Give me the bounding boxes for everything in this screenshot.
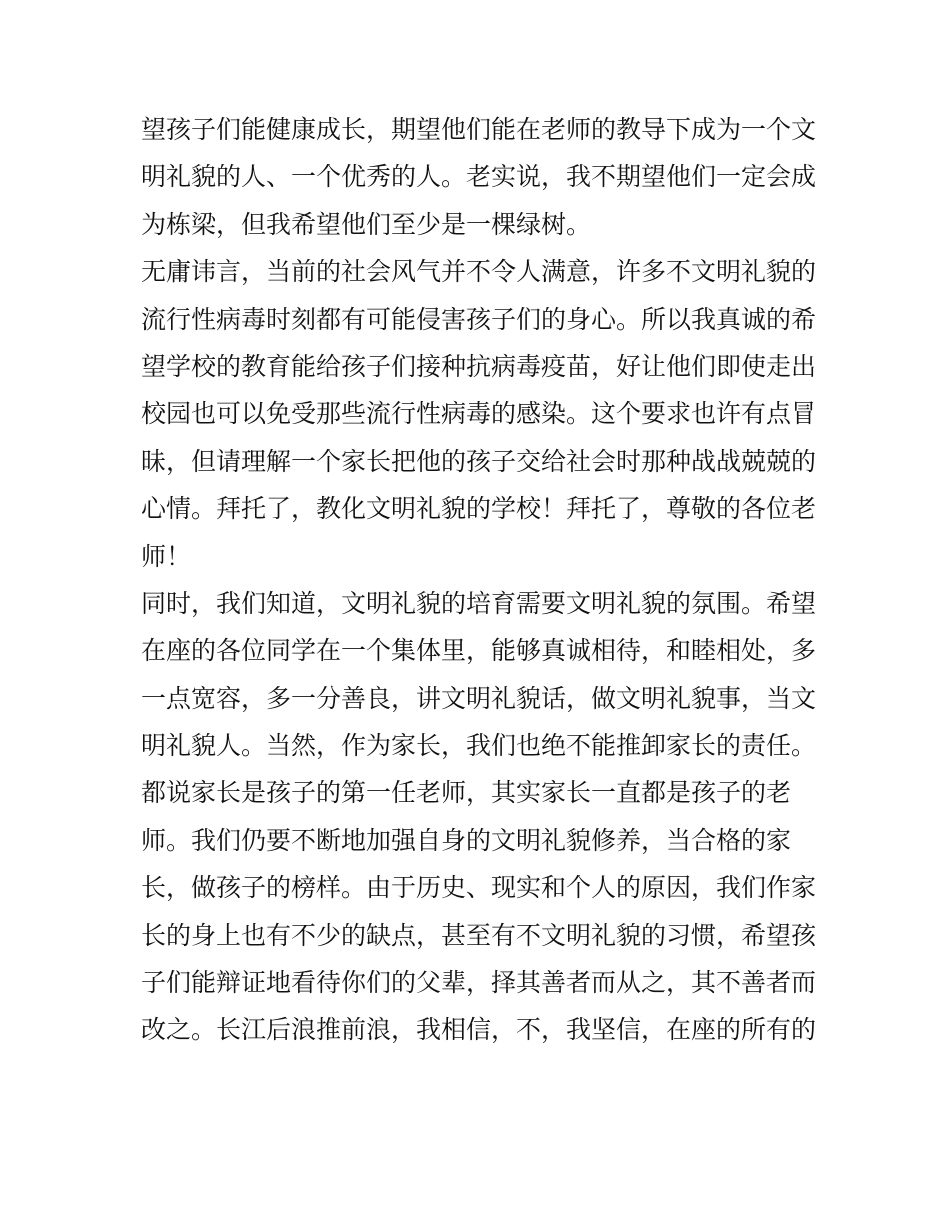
text-line: 子们能辩证地看待你们的父辈，择其善者而从之，其不善者而 xyxy=(141,968,817,998)
text-line: 望学校的教育能给孩子们接种抗病毒疫苗，好让他们即使走出 xyxy=(141,351,817,381)
text-line: 流行性病毒时刻都有可能侵害孩子们的身心。所以我真诚的希 xyxy=(141,304,817,334)
text-line: 明礼貌的人、一个优秀的人。老实说，我不期望他们一定会成 xyxy=(141,162,817,192)
text-line: 在座的各位同学在一个集体里，能够真诚相待，和睦相处，多 xyxy=(141,636,817,666)
text-line: 长的身上也有不少的缺点，甚至有不文明礼貌的习惯，希望孩 xyxy=(141,920,817,950)
text-line: 都说家长是孩子的第一任老师，其实家长一直都是孩子的老 xyxy=(141,778,792,808)
text-line: 昧，但请理解一个家长把他的孩子交给社会时那种战战兢兢的 xyxy=(141,446,817,476)
text-line: 无庸讳言，当前的社会风气并不令人满意，许多不文明礼貌的 xyxy=(141,257,817,287)
text-line: 望孩子们能健康成长，期望他们能在老师的教导下成为一个文 xyxy=(141,115,817,144)
text-line: 师。我们仍要不断地加强自身的文明礼貌修养，当合格的家 xyxy=(141,825,792,855)
text-line: 心情。拜托了，教化文明礼貌的学校！拜托了，尊敬的各位老 xyxy=(141,494,817,524)
body-text xyxy=(141,106,821,1054)
text-line: 长，做孩子的榜样。由于历史、现实和个人的原因，我们作家 xyxy=(141,873,817,903)
text-line: 师！ xyxy=(141,541,192,571)
text-line: 一点宽容，多一分善良，讲文明礼貌话，做文明礼貌事，当文 xyxy=(141,683,817,713)
text-line: 为栋梁，但我希望他们至少是一棵绿树。 xyxy=(141,209,592,239)
text-line: 明礼貌人。当然，作为家长，我们也绝不能推卸家长的责任。 xyxy=(141,731,817,761)
text-line: 改之。长江后浪推前浪，我相信，不，我坚信，在座的所有的 xyxy=(141,1015,817,1045)
text-line: 同时，我们知道，文明礼貌的培育需要文明礼貌的氛围。希望 xyxy=(141,588,817,618)
text-line: 校园也可以免受那些流行性病毒的感染。这个要求也许有点冒 xyxy=(141,399,817,429)
